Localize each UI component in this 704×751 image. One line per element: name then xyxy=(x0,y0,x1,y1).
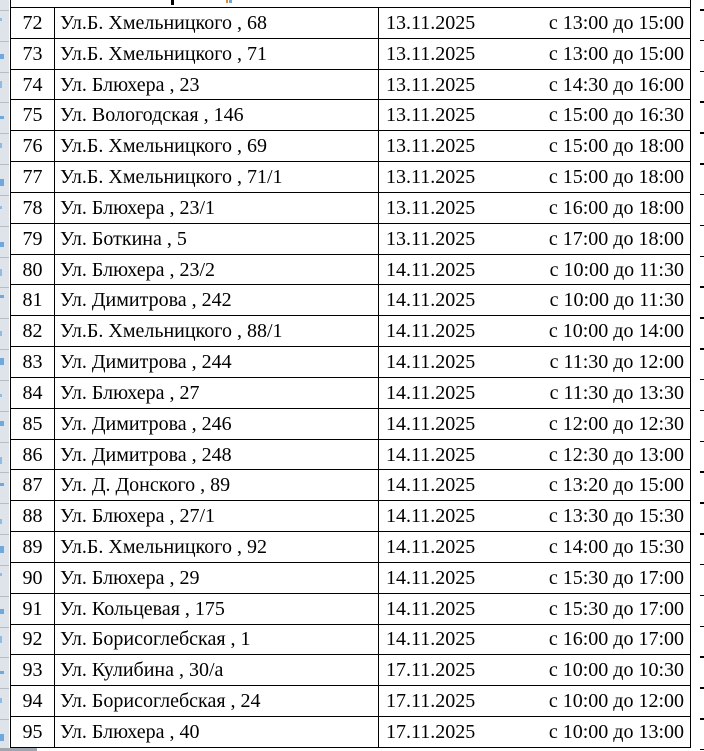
clipped-blue-fragment xyxy=(0,242,4,247)
clipped-right-border-tick xyxy=(700,163,704,165)
address-text: Ул. Кулибина , 30/а xyxy=(60,659,224,682)
date-text: 17.11.2025 xyxy=(386,690,476,713)
clipped-column-divider xyxy=(0,164,9,165)
address-text: Ул. Димитрова , 248 xyxy=(60,443,232,466)
row-number-text: 72 xyxy=(22,11,43,34)
address-text: Ул. Блюхера , 23/1 xyxy=(60,196,216,219)
clipped-top-row xyxy=(11,0,690,8)
address-cell xyxy=(55,470,378,500)
row-number-cell xyxy=(11,563,55,593)
clipped-right-border-tick xyxy=(700,256,704,258)
clipped-right-border-tick xyxy=(700,225,704,227)
clipped-blue-fragment xyxy=(0,143,2,148)
time-text: с 13:00 до 15:00 xyxy=(548,11,684,34)
row-number-text: 95 xyxy=(22,720,43,743)
date-time-cell xyxy=(378,501,690,531)
date-time-cell xyxy=(378,70,690,100)
address-text: Ул.Б. Хмельницкого , 92 xyxy=(60,535,267,558)
address-cell xyxy=(55,440,378,470)
address-cell xyxy=(55,655,378,685)
date-time-cell xyxy=(378,285,690,315)
address-text: Ул. Вологодская , 146 xyxy=(60,104,244,127)
time-text: с 14:00 до 15:30 xyxy=(548,535,684,558)
clipped-blue-fragment xyxy=(0,483,4,486)
clipped-right-border-tick xyxy=(700,317,704,319)
time-text: с 15:00 до 16:30 xyxy=(548,104,684,127)
address-text: Ул. Блюхера , 27 xyxy=(60,381,200,404)
row-number-cell xyxy=(11,686,55,716)
address-cell xyxy=(55,162,378,192)
date-text: 14.11.2025 xyxy=(386,258,476,281)
row-number-cell xyxy=(11,655,55,685)
address-text: Ул.Б. Хмельницкого , 88/1 xyxy=(60,320,283,343)
address-text: Ул. Блюхера , 23/2 xyxy=(60,258,216,281)
clipped-column-divider xyxy=(0,657,9,658)
address-cell xyxy=(55,717,378,747)
date-time-cell xyxy=(378,532,690,562)
table-row xyxy=(11,131,690,162)
row-number-cell xyxy=(11,378,55,408)
table-row xyxy=(11,8,690,39)
clipped-left-column xyxy=(0,0,9,751)
date-time-cell xyxy=(378,193,690,223)
clipped-column-divider xyxy=(0,534,9,535)
clipped-text-fragment xyxy=(171,0,174,5)
row-number-text: 80 xyxy=(22,258,43,281)
date-text: 14.11.2025 xyxy=(386,505,476,528)
time-text: с 14:30 до 16:00 xyxy=(548,73,684,96)
clipped-right-border-tick xyxy=(700,348,704,350)
date-text: 13.11.2025 xyxy=(386,166,476,189)
clipped-column-divider xyxy=(0,102,9,103)
row-number-text: 87 xyxy=(22,474,43,497)
clipped-blue-fragment xyxy=(0,331,2,336)
table-row xyxy=(11,39,690,70)
clipped-column-divider xyxy=(0,195,9,196)
clipped-column-divider xyxy=(0,133,9,134)
clipped-blue-fragment xyxy=(0,116,4,119)
time-text: с 10:00 до 14:00 xyxy=(548,320,684,343)
row-number-text: 84 xyxy=(22,381,43,404)
row-number-text: 73 xyxy=(22,42,43,65)
address-text: Ул. Димитрова , 242 xyxy=(60,289,232,312)
clipped-right-border-tick xyxy=(700,441,704,443)
table-row xyxy=(11,378,690,409)
table-row xyxy=(11,655,690,686)
time-text: с 12:00 до 12:30 xyxy=(548,412,684,435)
time-text: с 13:30 до 15:30 xyxy=(548,505,684,528)
address-text: Ул. Димитрова , 246 xyxy=(60,412,232,435)
time-text: с 13:00 до 15:00 xyxy=(548,42,684,65)
row-number-cell xyxy=(11,470,55,500)
clipped-column-divider xyxy=(0,257,9,258)
address-cell xyxy=(55,131,378,161)
address-text: Ул. Димитрова , 244 xyxy=(60,351,232,374)
row-number-text: 79 xyxy=(22,227,43,250)
date-time-cell xyxy=(378,131,690,161)
address-text: Ул. Борисоглебская , 24 xyxy=(60,690,261,713)
clipped-blue-fragment xyxy=(0,358,4,365)
date-text: 14.11.2025 xyxy=(386,628,476,651)
date-text: 13.11.2025 xyxy=(386,42,476,65)
date-text: 14.11.2025 xyxy=(386,535,476,558)
address-text: Ул. Кольцевая , 175 xyxy=(60,597,225,620)
date-text: 14.11.2025 xyxy=(386,443,476,466)
date-time-cell xyxy=(378,316,690,346)
clipped-blue-fragment xyxy=(0,206,2,209)
row-number-cell xyxy=(11,70,55,100)
clipped-column-divider xyxy=(0,472,9,473)
clipped-column-divider xyxy=(0,688,9,689)
date-time-cell xyxy=(378,8,690,38)
row-number-text: 76 xyxy=(22,135,43,158)
row-number-text: 78 xyxy=(22,196,43,219)
row-number-cell xyxy=(11,409,55,439)
date-time-cell xyxy=(378,594,690,624)
address-cell xyxy=(55,8,378,38)
time-text: с 11:30 до 12:00 xyxy=(549,351,684,374)
clipped-right-border-tick xyxy=(700,656,704,658)
row-number-cell xyxy=(11,347,55,377)
time-text: с 17:00 до 18:00 xyxy=(548,227,684,250)
date-time-cell xyxy=(378,39,690,69)
date-time-cell xyxy=(378,100,690,130)
date-text: 13.11.2025 xyxy=(386,135,476,158)
address-cell xyxy=(55,285,378,315)
time-text: с 15:00 до 18:00 xyxy=(548,166,684,189)
table-row xyxy=(11,316,690,347)
address-cell xyxy=(55,563,378,593)
date-time-cell xyxy=(378,625,690,655)
clipped-right-border-tick xyxy=(700,687,704,689)
address-text: Ул. Блюхера , 27/1 xyxy=(60,505,216,528)
table-row xyxy=(11,162,690,193)
row-number-text: 82 xyxy=(22,320,43,343)
date-time-cell xyxy=(378,686,690,716)
address-text: Ул. Блюхера , 40 xyxy=(60,720,200,743)
clipped-blue-fragment xyxy=(0,519,2,524)
clipped-right-border-tick xyxy=(700,101,704,103)
address-text: Ул.Б. Хмельницкого , 69 xyxy=(60,135,267,158)
address-text: Ул.Б. Хмельницкого , 68 xyxy=(60,11,267,34)
time-text: с 10:00 до 12:00 xyxy=(548,690,684,713)
table-row xyxy=(11,285,690,316)
clipped-blue-fragment xyxy=(0,671,4,674)
time-text: с 10:00 до 13:00 xyxy=(548,720,684,743)
time-text: с 12:30 до 13:00 xyxy=(548,443,684,466)
address-cell xyxy=(55,532,378,562)
row-number-cell xyxy=(11,162,55,192)
clipped-right-border-tick xyxy=(700,132,704,134)
bottom-edge-bar xyxy=(0,748,37,751)
row-number-cell xyxy=(11,100,55,130)
clipped-right-border-tick xyxy=(700,564,704,566)
clipped-right-border-tick xyxy=(700,379,704,381)
date-text: 14.11.2025 xyxy=(386,412,476,435)
date-time-cell xyxy=(378,470,690,500)
address-cell xyxy=(55,39,378,69)
address-cell xyxy=(55,409,378,439)
date-text: 13.11.2025 xyxy=(386,196,476,219)
address-text: Ул.Б. Хмельницкого , 71 xyxy=(60,42,267,65)
date-time-cell xyxy=(378,563,690,593)
row-number-cell xyxy=(11,8,55,38)
table-row xyxy=(11,193,690,224)
date-text: 14.11.2025 xyxy=(386,474,476,497)
clipped-column-divider xyxy=(0,565,9,566)
row-number-text: 77 xyxy=(22,166,43,189)
row-number-cell xyxy=(11,717,55,747)
date-text: 17.11.2025 xyxy=(386,720,476,743)
table-row xyxy=(11,409,690,440)
clipped-right-border-tick xyxy=(700,471,704,473)
row-number-cell xyxy=(11,532,55,562)
date-time-cell xyxy=(378,409,690,439)
address-text: Ул.Б. Хмельницкого , 71/1 xyxy=(60,166,283,189)
clipped-right-border-tick xyxy=(700,286,704,288)
row-number-text: 85 xyxy=(22,412,43,435)
clipped-right-border-tick xyxy=(700,502,704,504)
date-time-cell xyxy=(378,655,690,685)
table-row xyxy=(11,594,690,625)
clipped-right-border-tick xyxy=(700,626,704,628)
table-row xyxy=(11,347,690,378)
table-row xyxy=(11,100,690,131)
clipped-column-divider xyxy=(0,287,9,288)
row-number-text: 91 xyxy=(22,597,43,620)
date-text: 14.11.2025 xyxy=(386,381,476,404)
clipped-text-fragment xyxy=(229,0,232,3)
clipped-right-border-tick xyxy=(700,194,704,196)
date-time-cell xyxy=(378,224,690,254)
clipped-blue-fragment xyxy=(0,269,2,276)
row-number-cell xyxy=(11,193,55,223)
clipped-blue-fragment xyxy=(0,546,4,553)
table-row xyxy=(11,686,690,717)
time-text: с 16:00 до 18:00 xyxy=(548,196,684,219)
address-text: Ул. Блюхера , 23 xyxy=(60,73,200,96)
clipped-right-border-tick xyxy=(700,718,704,720)
clipped-blue-fragment xyxy=(0,295,4,298)
address-cell xyxy=(55,347,378,377)
clipped-right-border-tick xyxy=(700,595,704,597)
date-text: 13.11.2025 xyxy=(386,73,476,96)
clipped-blue-fragment xyxy=(0,54,4,59)
table-row xyxy=(11,717,690,748)
clipped-column-divider xyxy=(0,318,9,319)
address-cell xyxy=(55,594,378,624)
address-cell xyxy=(55,193,378,223)
date-time-cell xyxy=(378,162,690,192)
date-text: 14.11.2025 xyxy=(386,597,476,620)
clipped-blue-fragment xyxy=(0,81,2,88)
address-cell xyxy=(55,625,378,655)
clipped-column-divider xyxy=(0,627,9,628)
time-text: с 10:00 до 11:30 xyxy=(549,258,684,281)
table-row xyxy=(11,625,690,656)
time-text: с 11:30 до 13:30 xyxy=(549,381,684,404)
row-number-cell xyxy=(11,131,55,161)
address-text: Ул. Боткина , 5 xyxy=(60,227,187,250)
clipped-column-divider xyxy=(0,442,9,443)
table-row xyxy=(11,255,690,286)
clipped-column-divider xyxy=(0,226,9,227)
clipped-blue-fragment xyxy=(0,394,2,397)
row-number-cell xyxy=(11,440,55,470)
row-number-cell xyxy=(11,501,55,531)
date-text: 17.11.2025 xyxy=(386,659,476,682)
date-text: 13.11.2025 xyxy=(386,11,476,34)
clipped-blue-fragment xyxy=(0,636,2,643)
time-text: с 15:30 до 17:00 xyxy=(548,566,684,589)
date-time-cell xyxy=(378,440,690,470)
row-number-text: 92 xyxy=(22,628,43,651)
date-text: 13.11.2025 xyxy=(386,104,476,127)
row-number-text: 93 xyxy=(22,659,43,682)
clipped-column-divider xyxy=(0,349,9,350)
table-row xyxy=(11,532,690,563)
clipped-blue-fragment xyxy=(0,457,2,464)
clipped-right-border-tick xyxy=(700,749,704,751)
address-cell xyxy=(55,686,378,716)
address-cell xyxy=(55,378,378,408)
row-number-text: 94 xyxy=(22,690,43,713)
address-text: Ул. Д. Донского , 89 xyxy=(60,474,231,497)
date-time-cell xyxy=(378,378,690,408)
date-text: 14.11.2025 xyxy=(386,289,476,312)
clipped-blue-fragment xyxy=(0,573,2,576)
row-number-text: 74 xyxy=(22,73,43,96)
table-row xyxy=(11,440,690,471)
address-cell xyxy=(55,100,378,130)
clipped-column-divider xyxy=(0,411,9,412)
row-number-text: 75 xyxy=(22,104,43,127)
row-number-text: 90 xyxy=(22,566,43,589)
time-text: с 16:00 до 17:00 xyxy=(548,628,684,651)
clipped-column-divider xyxy=(0,41,9,42)
clipped-blue-fragment xyxy=(0,18,2,21)
clipped-right-border-tick xyxy=(700,40,704,42)
clipped-blue-fragment xyxy=(0,698,2,703)
clipped-column-divider xyxy=(0,10,9,11)
address-cell xyxy=(55,224,378,254)
clipped-text-fragment xyxy=(226,0,228,3)
time-text: с 10:00 до 11:30 xyxy=(549,289,684,312)
address-text: Ул. Блюхера , 29 xyxy=(60,566,200,589)
time-text: с 10:00 до 10:30 xyxy=(548,659,684,682)
time-text: с 15:00 до 18:00 xyxy=(548,135,684,158)
row-number-cell xyxy=(11,594,55,624)
clipped-blue-fragment xyxy=(0,179,4,186)
address-text: Ул. Борисоглебская , 1 xyxy=(60,628,251,651)
row-number-cell xyxy=(11,224,55,254)
clipped-column-divider xyxy=(0,596,9,597)
address-cell xyxy=(55,255,378,285)
table-row xyxy=(11,563,690,594)
date-text: 13.11.2025 xyxy=(386,227,476,250)
date-text: 14.11.2025 xyxy=(386,566,476,589)
table-row xyxy=(11,501,690,532)
row-number-text: 86 xyxy=(22,443,43,466)
date-text: 14.11.2025 xyxy=(386,320,476,343)
row-number-text: 88 xyxy=(22,505,43,528)
address-cell xyxy=(55,70,378,100)
date-time-cell xyxy=(378,717,690,747)
row-number-text: 89 xyxy=(22,535,43,558)
table-row xyxy=(11,70,690,101)
time-text: с 15:30 до 17:00 xyxy=(548,597,684,620)
date-time-cell xyxy=(378,347,690,377)
schedule-table xyxy=(10,0,691,748)
date-time-cell xyxy=(378,255,690,285)
row-number-cell xyxy=(11,316,55,346)
clipped-column-divider xyxy=(0,380,9,381)
row-number-text: 81 xyxy=(22,289,43,312)
row-number-cell xyxy=(11,285,55,315)
clipped-right-border-tick xyxy=(700,533,704,535)
time-text: с 13:20 до 15:00 xyxy=(548,474,684,497)
clipped-blue-fragment xyxy=(0,609,4,614)
clipped-column-divider xyxy=(0,503,9,504)
clipped-right-border-tick xyxy=(700,9,704,11)
clipped-blue-fragment xyxy=(0,421,4,426)
table-row xyxy=(11,470,690,501)
clipped-column-divider xyxy=(0,719,9,720)
clipped-right-border-tick xyxy=(700,410,704,412)
address-cell xyxy=(55,501,378,531)
row-number-cell xyxy=(11,625,55,655)
clipped-right-border-tick xyxy=(700,71,704,73)
date-text: 14.11.2025 xyxy=(386,351,476,374)
table-row xyxy=(11,224,690,255)
clipped-column-divider xyxy=(0,72,9,73)
row-number-text: 83 xyxy=(22,351,43,374)
clipped-blue-fragment xyxy=(0,734,4,741)
row-number-cell xyxy=(11,39,55,69)
row-number-cell xyxy=(11,255,55,285)
address-cell xyxy=(55,316,378,346)
